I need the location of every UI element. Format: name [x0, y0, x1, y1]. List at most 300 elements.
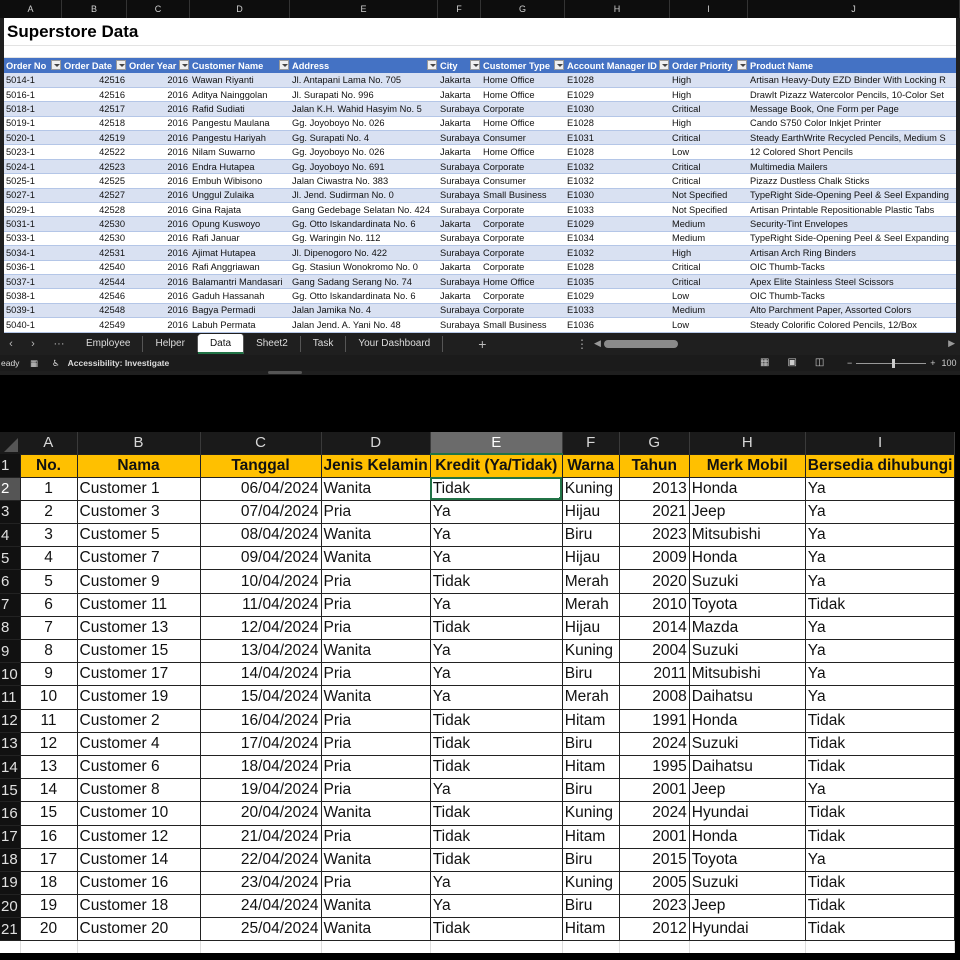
table-cell[interactable]: Tidak	[805, 871, 955, 894]
table-cell[interactable]: Artisan Heavy-Duty EZD Binder With Locking R	[748, 73, 956, 87]
table-cell[interactable]: 2024	[619, 732, 689, 755]
table-cell[interactable]: 2023	[619, 895, 689, 918]
table-cell[interactable]: Multimedia Mailers	[748, 159, 956, 173]
table-cell[interactable]: 23/04/2024	[200, 871, 321, 894]
filter-dropdown-icon[interactable]	[554, 60, 564, 70]
table-cell[interactable]: Security-Tint Envelopes	[748, 217, 956, 231]
column-header-d[interactable]: D	[190, 0, 290, 18]
row-header[interactable]: 10	[0, 663, 20, 686]
table-cell[interactable]: Customer 4	[77, 732, 200, 755]
column-header-c[interactable]: C	[127, 0, 190, 18]
column-header-cell[interactable]	[481, 58, 565, 73]
table-cell[interactable]: Small Business	[481, 318, 565, 332]
table-cell[interactable]: Jalan Jamika No. 4	[290, 303, 438, 317]
table-cell[interactable]: 2016	[127, 203, 190, 217]
table-cell[interactable]	[562, 941, 619, 953]
table-cell[interactable]: 5033-1	[4, 231, 62, 245]
table-cell[interactable]: 6	[20, 593, 77, 616]
table-cell[interactable]: Critical	[670, 260, 748, 274]
tab-employee[interactable]: Employee	[74, 336, 143, 352]
column-header-h[interactable]: H	[565, 0, 670, 18]
table-cell[interactable]: 42530	[62, 217, 127, 231]
table-cell[interactable]	[619, 941, 689, 953]
header-cell[interactable]: Merk Mobil	[689, 454, 805, 477]
table-cell[interactable]: 2016	[127, 260, 190, 274]
row-header[interactable]: 3	[0, 500, 20, 523]
table-cell[interactable]: Jakarta	[438, 87, 481, 101]
table-cell[interactable]: 42519	[62, 131, 127, 145]
table-cell[interactable]: 17	[20, 848, 77, 871]
table-cell[interactable]: Corporate	[481, 159, 565, 173]
table-cell[interactable]: Gg. Joyoboyo No. 026	[290, 116, 438, 130]
table-cell[interactable]: Message Book, One Form per Page	[748, 102, 956, 116]
table-cell[interactable]: Medium	[670, 217, 748, 231]
filter-dropdown-icon[interactable]	[279, 60, 289, 70]
row-header[interactable]: 9	[0, 640, 20, 663]
table-cell[interactable]: Wanita	[321, 547, 430, 570]
select-all-button[interactable]	[0, 432, 20, 454]
table-cell[interactable]: Jl. Surapati No. 996	[290, 87, 438, 101]
table-cell[interactable]: Wanita	[321, 918, 430, 941]
table-cell[interactable]	[805, 941, 955, 953]
table-cell[interactable]: High	[670, 87, 748, 101]
table-cell[interactable]: Cando S750 Color Inkjet Printer	[748, 116, 956, 130]
table-cell[interactable]: Daihatsu	[689, 755, 805, 778]
table-cell[interactable]: Corporate	[481, 231, 565, 245]
table-cell[interactable]: 2023	[619, 524, 689, 547]
table-cell[interactable]: 2016	[127, 246, 190, 260]
column-header-cell[interactable]	[438, 58, 481, 73]
row-header[interactable]: 18	[0, 848, 20, 871]
table-cell[interactable]: 15	[20, 802, 77, 825]
table-cell[interactable]: 42546	[62, 289, 127, 303]
table-cell[interactable]: Corporate	[481, 102, 565, 116]
table-cell[interactable]: Gg. Surapati No. 4	[290, 131, 438, 145]
zoom-out-button[interactable]: −	[847, 358, 853, 368]
table-cell[interactable]: Home Office	[481, 73, 565, 87]
table-cell[interactable]: Corporate	[481, 289, 565, 303]
table-cell[interactable]: Jalan Ciwastra No. 383	[290, 174, 438, 188]
next-sheet-icon[interactable]: ›	[31, 338, 35, 350]
table-cell[interactable]: Artisan Printable Repositionable Plastic Tabs	[748, 203, 956, 217]
table-cell[interactable]: Customer 3	[77, 500, 200, 523]
header-cell[interactable]: Jenis Kelamin	[321, 454, 430, 477]
table-cell[interactable]: Pria	[321, 871, 430, 894]
table-cell[interactable]: Customer 7	[77, 547, 200, 570]
table-cell[interactable]: Gaduh Hassanah	[190, 289, 290, 303]
tab-splitter-handle[interactable]: ⋮	[576, 337, 588, 351]
table-cell[interactable]: Surabaya	[438, 318, 481, 332]
add-sheet-button[interactable]: +	[478, 336, 487, 352]
table-cell[interactable]: E1028	[565, 116, 670, 130]
table-cell[interactable]: Biru	[562, 895, 619, 918]
table-cell[interactable]: 2008	[619, 686, 689, 709]
table-cell[interactable]: 5038-1	[4, 289, 62, 303]
table-cell[interactable]: E1029	[565, 289, 670, 303]
table-cell[interactable]: E1030	[565, 188, 670, 202]
blank-row[interactable]	[4, 46, 956, 58]
row-header[interactable]	[0, 941, 20, 953]
table-cell[interactable]: 42528	[62, 203, 127, 217]
table-cell[interactable]: 2016	[127, 102, 190, 116]
table-cell[interactable]	[689, 941, 805, 953]
table-cell[interactable]: Rafi Januar	[190, 231, 290, 245]
table-cell[interactable]: Pria	[321, 570, 430, 593]
table-cell[interactable]: Ya	[430, 547, 562, 570]
table-cell[interactable]: 5	[20, 570, 77, 593]
table-cell[interactable]: Ya	[805, 616, 955, 639]
table-cell[interactable]: 42525	[62, 174, 127, 188]
table-cell[interactable]: Ya	[805, 524, 955, 547]
table-cell[interactable]: Jalan Jend. A. Yani No. 48	[290, 318, 438, 332]
table-cell[interactable]: Surabaya	[438, 102, 481, 116]
table-cell[interactable]: 25/04/2024	[200, 918, 321, 941]
table-cell[interactable]: Tidak	[805, 593, 955, 616]
table-cell[interactable]: 2016	[127, 289, 190, 303]
table-cell[interactable]: 07/04/2024	[200, 500, 321, 523]
table-cell[interactable]: Customer 17	[77, 663, 200, 686]
table-cell[interactable]: Gang Sadang Serang No. 74	[290, 274, 438, 288]
table-cell[interactable]: Mitsubishi	[689, 524, 805, 547]
active-cell[interactable]: Tidak	[430, 477, 562, 500]
column-header-cell[interactable]	[748, 58, 956, 73]
table-cell[interactable]: Jeep	[689, 779, 805, 802]
table-cell[interactable]: Hitam	[562, 709, 619, 732]
row-header[interactable]: 2	[0, 477, 20, 500]
table-cell[interactable]: 19	[20, 895, 77, 918]
table-cell[interactable]: 2021	[619, 500, 689, 523]
table-cell[interactable]: 13/04/2024	[200, 640, 321, 663]
row-header[interactable]: 6	[0, 570, 20, 593]
table-cell[interactable]: TypeRight Side-Opening Peel & Seel Expanding	[748, 231, 956, 245]
table-cell[interactable]: Customer 6	[77, 755, 200, 778]
table-cell[interactable]: Surabaya	[438, 231, 481, 245]
table-cell[interactable]: 12	[20, 732, 77, 755]
table-cell[interactable]: E1033	[565, 203, 670, 217]
table-cell[interactable]: Honda	[689, 825, 805, 848]
table-cell[interactable]: Gg. Otto Iskandardinata No. 6	[290, 289, 438, 303]
table-cell[interactable]: Gina Rajata	[190, 203, 290, 217]
table-cell[interactable]: 18/04/2024	[200, 755, 321, 778]
table-cell[interactable]: Ya	[805, 640, 955, 663]
table-cell[interactable]: Customer 10	[77, 802, 200, 825]
sheet-title[interactable]: Superstore Data	[7, 21, 139, 41]
table-cell[interactable]: Ya	[805, 848, 955, 871]
column-header-f[interactable]: F	[438, 0, 481, 18]
row-header[interactable]: 7	[0, 593, 20, 616]
table-cell[interactable]: Honda	[689, 709, 805, 732]
table-cell[interactable]: High	[670, 246, 748, 260]
table-cell[interactable]: Not Specified	[670, 188, 748, 202]
table-cell[interactable]: Tidak	[805, 732, 955, 755]
column-header-i[interactable]: I	[670, 0, 748, 18]
column-header-e[interactable]: E	[290, 0, 438, 18]
table-cell[interactable]: 13	[20, 755, 77, 778]
table-cell[interactable]: Customer 5	[77, 524, 200, 547]
table-cell[interactable]: Wanita	[321, 640, 430, 663]
table-cell[interactable]: Nilam Suwarno	[190, 145, 290, 159]
table-cell[interactable]: Hyundai	[689, 802, 805, 825]
table-cell[interactable]: Biru	[562, 524, 619, 547]
table-cell[interactable]: 24/04/2024	[200, 895, 321, 918]
table-cell[interactable]: High	[670, 73, 748, 87]
table-cell[interactable]: E1032	[565, 174, 670, 188]
table-cell[interactable]: Tidak	[430, 918, 562, 941]
table-cell[interactable]: Corporate	[481, 260, 565, 274]
filter-dropdown-icon[interactable]	[737, 60, 747, 70]
table-cell[interactable]: E1036	[565, 318, 670, 332]
table-cell[interactable]: Medium	[670, 231, 748, 245]
table-cell[interactable]: Tidak	[430, 709, 562, 732]
table-cell[interactable]: 5040-1	[4, 318, 62, 332]
table-cell[interactable]: Home Office	[481, 87, 565, 101]
table-cell[interactable]: E1031	[565, 131, 670, 145]
table-cell[interactable]: Hitam	[562, 918, 619, 941]
table-cell[interactable]: 2	[20, 500, 77, 523]
more-sheets-icon[interactable]: ···	[53, 338, 65, 350]
table-cell[interactable]: 2016	[127, 318, 190, 332]
table-cell[interactable]: 2016	[127, 231, 190, 245]
table-cell[interactable]: 16	[20, 825, 77, 848]
table-cell[interactable]: Corporate	[481, 246, 565, 260]
table-cell[interactable]: Ya	[430, 593, 562, 616]
table-cell[interactable]: Tidak	[430, 755, 562, 778]
table-cell[interactable]: Ya	[430, 871, 562, 894]
table-cell[interactable]: 42530	[62, 231, 127, 245]
table-cell[interactable]: OIC Thumb-Tacks	[748, 289, 956, 303]
table-cell[interactable]	[20, 941, 77, 953]
table-cell[interactable]: 12 Colored Short Pencils	[748, 145, 956, 159]
table-cell[interactable]: Ya	[430, 686, 562, 709]
table-cell[interactable]: E1033	[565, 303, 670, 317]
table-cell[interactable]: Consumer	[481, 131, 565, 145]
table-cell[interactable]: Gg. Joyoboyo No. 691	[290, 159, 438, 173]
table-cell[interactable]: 2005	[619, 871, 689, 894]
table-cell[interactable]: Biru	[562, 732, 619, 755]
table-cell[interactable]: 42531	[62, 246, 127, 260]
table-cell[interactable]: Alto Parchment Paper, Assorted Colors	[748, 303, 956, 317]
table-cell[interactable]: Consumer	[481, 174, 565, 188]
table-cell[interactable]: 5019-1	[4, 116, 62, 130]
table-cell[interactable]: 1	[20, 477, 77, 500]
table-cell[interactable]: Jeep	[689, 500, 805, 523]
table-cell[interactable]: Surabaya	[438, 246, 481, 260]
column-header-f[interactable]: F	[562, 432, 619, 454]
table-cell[interactable]: Medium	[670, 303, 748, 317]
column-header-b[interactable]: B	[62, 0, 127, 18]
table-cell[interactable]: Customer 15	[77, 640, 200, 663]
table-cell[interactable]: Customer 2	[77, 709, 200, 732]
table-cell[interactable]: TypeRight Side-Opening Peel & Seel Expanding	[748, 188, 956, 202]
table-cell[interactable]: Ya	[430, 500, 562, 523]
table-cell[interactable]: Wanita	[321, 686, 430, 709]
table-cell[interactable]: E1029	[565, 87, 670, 101]
row-header[interactable]: 21	[0, 918, 20, 941]
table-cell[interactable]: 42516	[62, 87, 127, 101]
table-cell[interactable]: 1995	[619, 755, 689, 778]
table-cell[interactable]: 20	[20, 918, 77, 941]
table-cell[interactable]: Pangestu Hariyah	[190, 131, 290, 145]
scrollbar-thumb[interactable]	[604, 340, 678, 348]
table-cell[interactable]: 5034-1	[4, 246, 62, 260]
table-cell[interactable]: Critical	[670, 131, 748, 145]
table-cell[interactable]: Tidak	[430, 570, 562, 593]
table-cell[interactable]: Customer 11	[77, 593, 200, 616]
column-header-cell[interactable]	[290, 58, 438, 73]
table-cell[interactable]: Bagya Permadi	[190, 303, 290, 317]
filter-dropdown-icon[interactable]	[427, 60, 437, 70]
zoom-slider-knob[interactable]	[892, 359, 895, 368]
table-cell[interactable]: 5037-1	[4, 274, 62, 288]
table-cell[interactable]: Merah	[562, 593, 619, 616]
table-cell[interactable]: Rafid Sudiati	[190, 102, 290, 116]
zoom-slider[interactable]	[856, 363, 926, 364]
table-cell[interactable]: E1032	[565, 159, 670, 173]
table-cell[interactable]: Hijau	[562, 616, 619, 639]
header-cell[interactable]: Tahun	[619, 454, 689, 477]
table-cell[interactable]: Pizazz Dustless Chalk Sticks	[748, 174, 956, 188]
table-cell[interactable]: 14	[20, 779, 77, 802]
table-cell[interactable]: Mazda	[689, 616, 805, 639]
table-cell[interactable]: 2016	[127, 188, 190, 202]
table-cell[interactable]: Toyota	[689, 593, 805, 616]
table-cell[interactable]	[430, 941, 562, 953]
table-cell[interactable]: Customer 12	[77, 825, 200, 848]
table-cell[interactable]: 42522	[62, 145, 127, 159]
table-cell[interactable]: Jakarta	[438, 289, 481, 303]
table-cell[interactable]: 09/04/2024	[200, 547, 321, 570]
table-cell[interactable]: 2010	[619, 593, 689, 616]
macro-record-icon[interactable]: ▦	[30, 357, 39, 368]
table-cell[interactable]: 2015	[619, 848, 689, 871]
header-cell[interactable]: No.	[20, 454, 77, 477]
column-header-h[interactable]: H	[689, 432, 805, 454]
table-cell[interactable]: Opung Kuswoyo	[190, 217, 290, 231]
table-cell[interactable]: 42527	[62, 188, 127, 202]
column-header-a[interactable]: A	[0, 0, 62, 18]
table-cell[interactable]: 5029-1	[4, 203, 62, 217]
table-cell[interactable]: 2004	[619, 640, 689, 663]
table-cell[interactable]: Pria	[321, 616, 430, 639]
table-cell[interactable]: Suzuki	[689, 871, 805, 894]
table-cell[interactable]: 42517	[62, 102, 127, 116]
table-cell[interactable]: Tidak	[805, 755, 955, 778]
column-header-cell[interactable]	[190, 58, 290, 73]
row-header[interactable]: 11	[0, 686, 20, 709]
table-cell[interactable]: E1034	[565, 231, 670, 245]
table-cell[interactable]: Home Office	[481, 116, 565, 130]
table-cell[interactable]: Ya	[805, 477, 955, 500]
column-header-c[interactable]: C	[200, 432, 321, 454]
table-cell[interactable]: Pria	[321, 755, 430, 778]
table-cell[interactable]: Biru	[562, 663, 619, 686]
table-cell[interactable]: Steady EarthWrite Recycled Pencils, Medium S	[748, 131, 956, 145]
table-cell[interactable]: Tidak	[430, 616, 562, 639]
table-cell[interactable]: Low	[670, 289, 748, 303]
table-cell[interactable]: Tidak	[805, 918, 955, 941]
pane-resize-handle[interactable]	[268, 371, 302, 374]
table-cell[interactable]: Tidak	[805, 802, 955, 825]
table-cell[interactable]: 10	[20, 686, 77, 709]
table-cell[interactable]: Pangestu Maulana	[190, 116, 290, 130]
table-cell[interactable]: Home Office	[481, 274, 565, 288]
table-cell[interactable]: Corporate	[481, 303, 565, 317]
table-cell[interactable]: Honda	[689, 477, 805, 500]
table-cell[interactable]: 2014	[619, 616, 689, 639]
header-cell[interactable]: Warna	[562, 454, 619, 477]
table-cell[interactable]: Critical	[670, 274, 748, 288]
table-cell[interactable]: 2020	[619, 570, 689, 593]
table-cell[interactable]: Suzuki	[689, 640, 805, 663]
row-header[interactable]: 20	[0, 895, 20, 918]
row-header[interactable]: 19	[0, 871, 20, 894]
table-cell[interactable]: Pria	[321, 779, 430, 802]
column-header-cell[interactable]	[62, 58, 127, 73]
table-cell[interactable]: 3	[20, 524, 77, 547]
table-cell[interactable]	[200, 941, 321, 953]
table-cell[interactable]: 2016	[127, 73, 190, 87]
scroll-right-icon[interactable]: ▶	[948, 338, 955, 348]
table-cell[interactable]: Ajimat Hutapea	[190, 246, 290, 260]
table-cell[interactable]: Customer 18	[77, 895, 200, 918]
table-cell[interactable]: Labuh Permata	[190, 318, 290, 332]
table-cell[interactable]: 5027-1	[4, 188, 62, 202]
table-cell[interactable]: Corporate	[481, 217, 565, 231]
table-cell[interactable]: Customer 14	[77, 848, 200, 871]
table-cell[interactable]: Artisan Arch Ring Binders	[748, 246, 956, 260]
table-cell[interactable]: Surabaya	[438, 303, 481, 317]
table-cell[interactable]: Suzuki	[689, 570, 805, 593]
table-cell[interactable]: 2016	[127, 174, 190, 188]
column-header-b[interactable]: B	[77, 432, 200, 454]
column-header-cell[interactable]	[4, 58, 62, 73]
table-cell[interactable]: Unggul Zulaika	[190, 188, 290, 202]
table-cell[interactable]: Critical	[670, 102, 748, 116]
table-cell[interactable]: 19/04/2024	[200, 779, 321, 802]
table-cell[interactable]: Customer 13	[77, 616, 200, 639]
table-cell[interactable]: Wanita	[321, 802, 430, 825]
header-cell[interactable]: Kredit (Ya/Tidak)	[430, 454, 562, 477]
table-cell[interactable]	[321, 941, 430, 953]
table-cell[interactable]: 42548	[62, 303, 127, 317]
row-header[interactable]: 1	[0, 454, 20, 477]
table-cell[interactable]: Merah	[562, 686, 619, 709]
column-header-e[interactable]: E	[430, 432, 562, 454]
table-cell[interactable]: Ya	[805, 500, 955, 523]
column-header-d[interactable]: D	[321, 432, 430, 454]
table-cell[interactable]: Steady Colorific Colored Pencils, 12/Box	[748, 318, 956, 332]
table-cell[interactable]: 4	[20, 547, 77, 570]
table-cell[interactable]	[77, 941, 200, 953]
table-cell[interactable]: Surabaya	[438, 274, 481, 288]
table-cell[interactable]: 2024	[619, 802, 689, 825]
tab-task[interactable]: Task	[301, 336, 347, 352]
table-cell[interactable]: 5039-1	[4, 303, 62, 317]
zoom-level[interactable]: 100	[941, 358, 957, 368]
table-cell[interactable]: Mitsubishi	[689, 663, 805, 686]
table-cell[interactable]: Hitam	[562, 755, 619, 778]
table-cell[interactable]: Jl. Jend. Sudirman No. 0	[290, 188, 438, 202]
table-cell[interactable]: Balamantri Mandasari	[190, 274, 290, 288]
table-cell[interactable]: Jl. Antapani Lama No. 705	[290, 73, 438, 87]
table-cell[interactable]: 2009	[619, 547, 689, 570]
table-cell[interactable]: Gg. Otto Iskandardinata No. 6	[290, 217, 438, 231]
table-cell[interactable]: 42516	[62, 73, 127, 87]
table-cell[interactable]: Pria	[321, 663, 430, 686]
table-cell[interactable]: Pria	[321, 500, 430, 523]
table-cell[interactable]: 2016	[127, 131, 190, 145]
table-cell[interactable]: Suzuki	[689, 732, 805, 755]
